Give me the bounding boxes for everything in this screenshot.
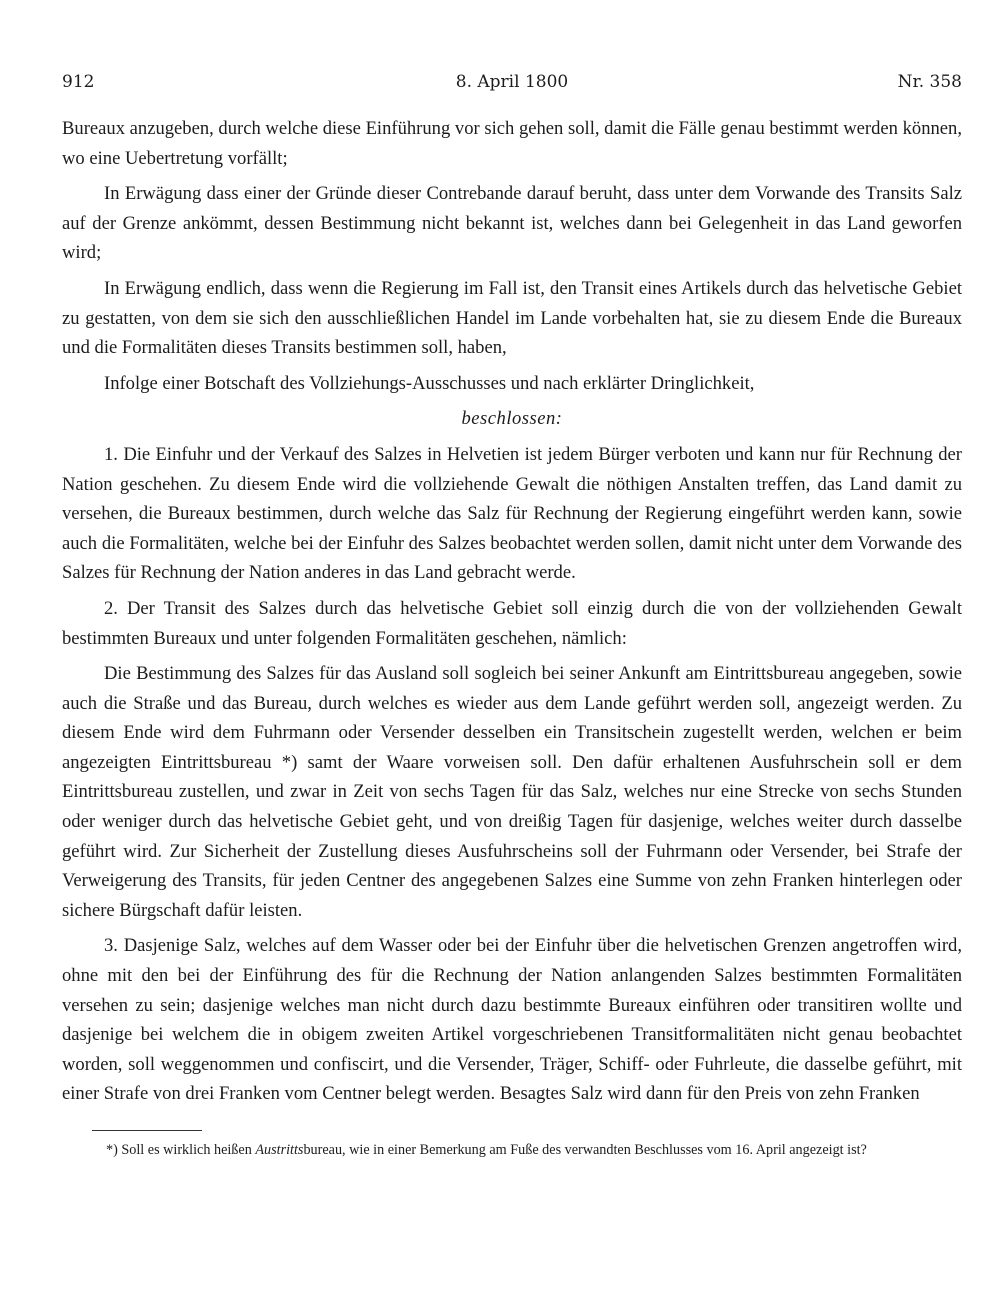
paragraph: Bureaux anzugeben, durch welche diese Einführung vor sich gehen soll, damit die Fälle genau bestimmt werden können, wo eine Uebertretung vorfällt; [62, 118, 962, 169]
resolution-heading: beschlossen: [461, 408, 563, 430]
footnote-emphasis: Austritts [255, 1142, 304, 1158]
article-3: 3. Dasjenige Salz, welches auf dem Wasser oder bei der Einfuhr über die helvetischen Grenzen angetroffen wird, ohne mit den bei der Einführung des für die Rechnung der Nation anlangenden Salzes bestimmten Formalitäten versehen zu sein; dasjenige welches man nicht durch dazu bestimmte Bureaux einführen oder transitiren wollte und dasjenige bei welchem die in obigem zweiten Artikel vorgeschriebenen Transitformalitäten nicht genau beobachtet worden, soll weggenommen und confiscirt, und die Versender, Träger, Schiff- oder Fuhrleute, die dasselbe geführt, mit einer Strafe von drei Franken vom Centner belegt werden. Besagtes Salz wird dann für den Preis von zehn Franken [62, 935, 962, 1105]
footnote-divider [92, 1130, 202, 1131]
paragraph: In Erwägung dass einer der Gründe dieser Contrebande darauf beruht, dass unter dem Vorwande des Transits Salz auf der Grenze ankömmt, dessen Bestimmung nicht bekannt ist, welches dann bei Gelegenheit in das Land geworfen wird; [62, 183, 962, 264]
page-header [62, 72, 962, 98]
article-1: 1. Die Einfuhr und der Verkauf des Salzes in Helvetien ist jedem Bürger verboten und kann nur für Rechnung der Nation geschehen. Zu diesem Ende wird die vollziehende Gewalt die nöthigen Anstalten treffen, das Land damit zu versehen, die Bureaux bestimmen, durch welche das Salz für Rechnung der Regierung eingeführt werden kann, sowie auch die Formalitäten, welche bei der Einfuhr des Salzes beobachtet werden sollen, damit nicht unter dem Vorwande des Salzes für Rechnung der Nation anderes in das Land gebracht werde. [62, 443, 962, 584]
footnote-text [62, 1138, 962, 1162]
page-number: 912 [62, 72, 95, 92]
footnote [62, 1138, 962, 1162]
article-2: 2. Der Transit des Salzes durch das helvetische Gebiet soll einzig durch die von der vollziehenden Gewalt bestimmten Bureaux und unter folgenden Formalitäten geschehen, nämlich: [62, 597, 962, 649]
document-number: Nr. 358 [897, 72, 962, 92]
header-date: 8. April 1800 [455, 72, 569, 92]
footnote-text-start: *) Soll es wirklich heißen [106, 1142, 256, 1158]
paragraph: Infolge einer Botschaft des Vollziehungs-Ausschusses und nach erklärter Dringlichkeit, [104, 372, 755, 394]
paragraph: In Erwägung endlich, dass wenn die Regierung im Fall ist, den Transit eines Artikels durch das helvetische Gebiet zu gestatten, von dem sie sich den ausschließlichen Handel im Lande vorbehalten hat, sie zu diesem Ende die Bureaux und die Formalitäten dieses Transits bestimmen soll, haben, [62, 277, 962, 359]
body-text [62, 114, 962, 1115]
footnote-text-end: bureau, wie in einer Bemerkung am Fuße des verwandten Beschlusses vom 16. April angezeigt ist? [303, 1142, 867, 1158]
paragraph: Die Bestimmung des Salzes für das Ausland soll sogleich bei seiner Ankunft am Eintrittsbureau angegeben, sowie auch die Straße und das Bureau, durch welches es wieder aus dem Lande geführt werden soll, angezeigt werden. Zu diesem Ende wird dem Fuhrmann oder Versender desselben ein Transitschein zugestellt werden, welchen er beim angezeigten Eintrittsbureau *) samt der Waare vorweisen soll. Den dafür erhaltenen Ausfuhrschein soll er dem Eintrittsbureau zustellen, und zwar in Zeit von sechs Tagen für das Salz, welches nur eine Strecke von sechs Stunden oder weniger durch das helvetische Gebiet geht, und von dreißig Tagen für dasjenige, welches weiter durch dasselbe geführt wird. Zur Sicherheit der Zustellung dieses Ausfuhrscheins soll der Fuhrmann oder Versender, bei Strafe der Verweigerung des Transits, für jeden Centner des angegebenen Salzes eine Summe von zehn Franken hinterlegen oder sichere Bürgschaft dafür leisten. [62, 663, 962, 921]
